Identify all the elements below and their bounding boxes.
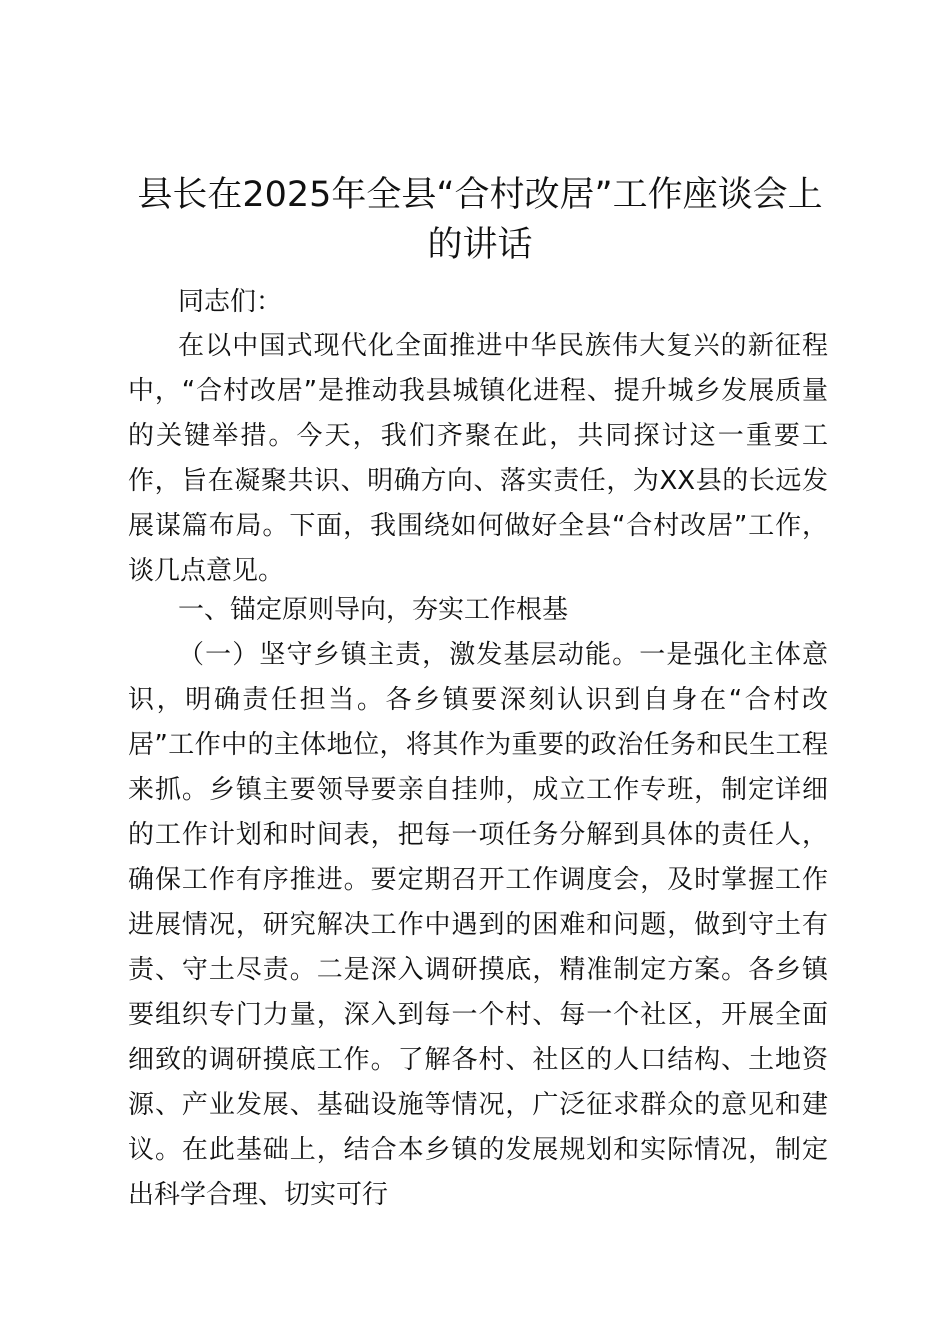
section-1-paragraph: （一）坚守乡镇主责，激发基层动能。一是强化主体意识，明确责任担当。各乡镇要深刻认识到自身在“合村改居”工作中的主体地位，将其作为重要的政治任务和民生工程来抓。乡镇主要领导要亲自挂帅，成立工作专班，制定详细的工作计划和时间表，把每一项任务分解到具体的责任人，确保工作有序推进。要定期召开工作调度会，及时掌握工作进展情况，研究解决工作中遇到的困难和问题，做到守土有责、守土尽责。二是深入调研摸底，精准制定方案。各乡镇要组织专门力量，深入到每一个村、每一个社区，开展全面细致的调研摸底工作。了解各村、社区的人口结构、土地资源、产业发展、基础设施等情况，广泛征求群众的意见和建议。在此基础上，结合本乡镇的发展规划和实际情况，制定出科学合理、切实可行 xyxy=(128,640,828,1210)
section-1-heading: 一、锚定原则导向，夯实工作根基 xyxy=(178,595,569,625)
title-line-2: 的讲话 xyxy=(427,225,533,265)
intro-paragraph: 在以中国式现代化全面推进中华民族伟大复兴的新征程中，“合村改居”是推动我县城镇化进程、提升城乡发展质量的关键举措。今天，我们齐聚在此，共同探讨这一重要工作，旨在凝聚共识、明确方向、落实责任，为XX县的长远发展谋篇布局。下面，我围绕如何做好全县“合村改居”工作，谈几点意见。 xyxy=(128,331,828,586)
title-line-1: 县长在2025年全县“合村改居”工作座谈会上 xyxy=(137,175,823,215)
document-title xyxy=(120,170,840,270)
salutation: 同志们： xyxy=(178,287,283,317)
